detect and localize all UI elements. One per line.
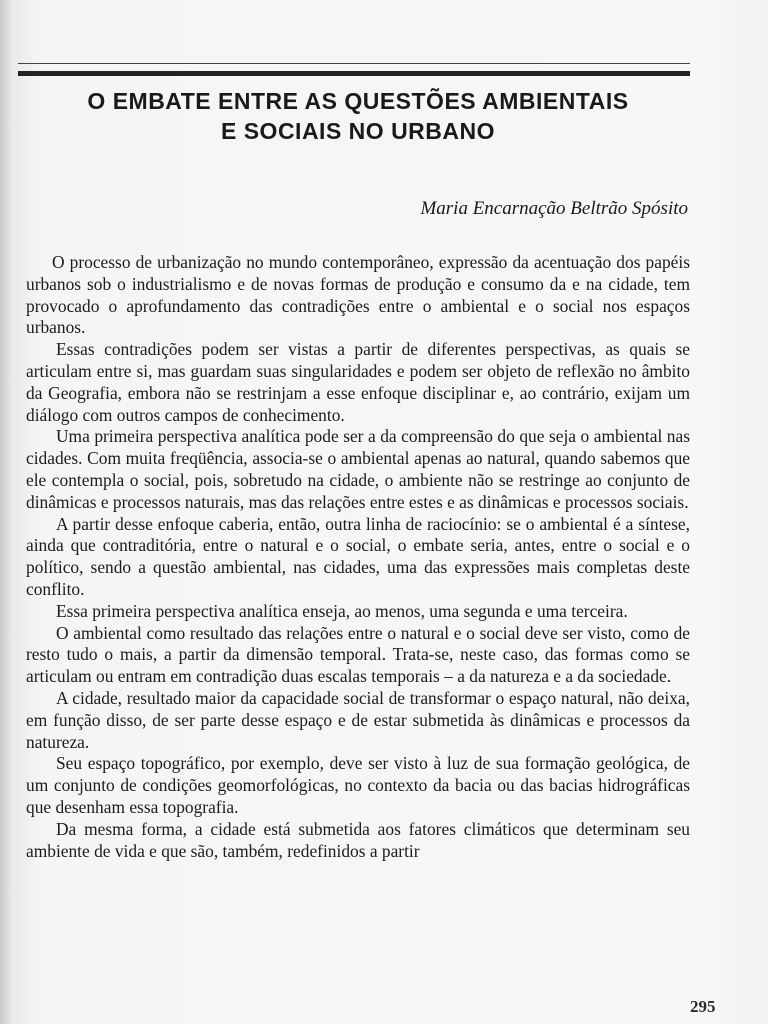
page-number: 295: [690, 997, 716, 1016]
chapter-title: [18, 86, 698, 146]
paragraph: Essas contradições podem ser vistas a partir de diferentes perspectivas, as quais se articulam entre si, mas guardam suas singularidades e podem ser objeto de reflexão no âmbito da Geografia, embora não se restrinjam a esse enfoque disciplinar e, ao contrário, exijam um diálogo com outros campos de conhecimento.: [26, 339, 690, 425]
header-rule-thin: [18, 63, 690, 64]
paragraph: Da mesma forma, a cidade está submetida aos fatores climáticos que determinam seu ambiente de vida e que são, também, redefinidos a partir: [26, 818, 690, 861]
author-name: Maria Encarnação Beltrão Spósito: [420, 198, 688, 219]
chapter-title-line-1: O EMBATE ENTRE AS QUESTÕES AMBIENTAIS: [87, 88, 629, 114]
paragraph: A partir desse enfoque caberia, então, outra linha de raciocínio: se o ambiental é a síntese, ainda que contraditória, entre o natural e o social, o embate seria, antes, entre o social e o político, sendo a questão ambiental, nas cidades, uma das expressões mais completas deste conflito.: [26, 513, 690, 599]
paragraph: O processo de urbanização no mundo contemporâneo, expressão da acentuação dos papéis urbanos sob o industrialismo e de novas formas de produção e consumo da e na cidade, tem provocado o aprofundamento das contradições entre o ambiental e o social nos espaços urbanos.: [26, 252, 690, 338]
chapter-body: [26, 252, 690, 862]
header-rule-thick: [18, 71, 690, 76]
paragraph: Essa primeira perspectiva analítica enseja, ao menos, uma segunda e uma terceira.: [56, 600, 628, 621]
paragraph: Seu espaço topográfico, por exemplo, deve ser visto à luz de sua formação geológica, de um conjunto de condições geomorfológicas, no contexto da bacia ou das bacias hidrográficas que desenham essa topografia.: [26, 753, 690, 817]
paragraph: Uma primeira perspectiva analítica pode ser a da compreensão do que seja o ambiental nas cidades. Com muita freqüência, associa-se o ambiental apenas ao natural, quando sabemos que ele contempla o social, pois, sobretudo na cidade, o ambiente não se restringe ao conjunto de dinâmicas e processos naturais, mas das relações entre estes e as dinâmicas e processos sociais.: [26, 426, 690, 512]
paragraph: A cidade, resultado maior da capacidade social de transformar o espaço natural, não deixa, em função disso, de ser parte desse espaço e de estar submetida às dinâmicas e processos da natureza.: [26, 687, 690, 752]
chapter-title-line-2: E SOCIAIS NO URBANO: [220, 118, 496, 144]
paragraph: O ambiental como resultado das relações entre o natural e o social deve ser visto, como de resto tudo o mais, a partir da dimensão temporal. Trata-se, neste caso, das formas como se articulam ou entram em contradição duas escalas temporais – a da natureza e a da sociedade.: [26, 622, 690, 687]
